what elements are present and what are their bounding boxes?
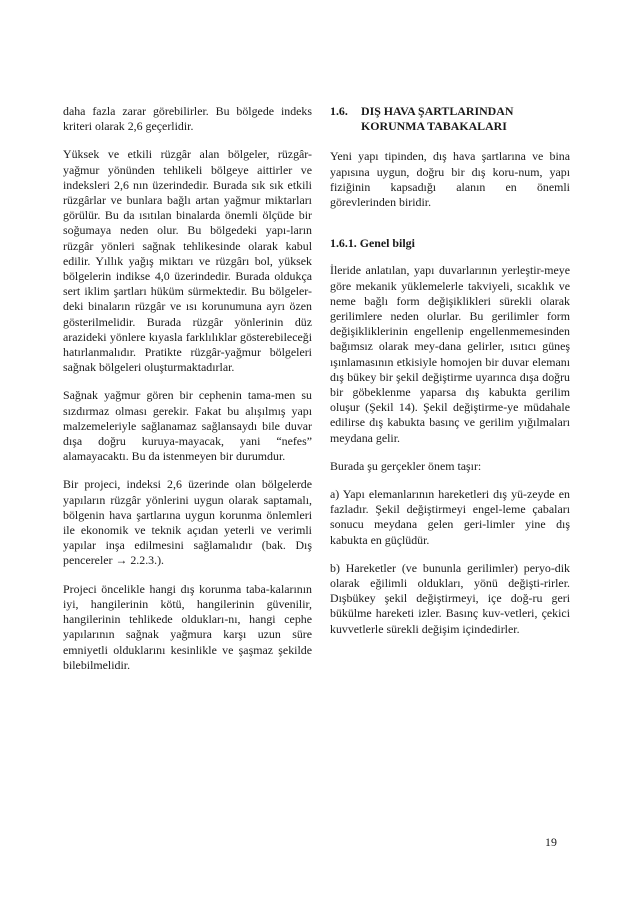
right-paragraph-3: a) Yapı elemanlarının hareketleri dış yü-zeyde en fazladır. Şekil değiştirmeyi engel-leme çabaları sonucu meydana gelen geri-limler yine dış kabukta en güçlüdür. [330, 487, 570, 547]
page-number: 19 [545, 835, 557, 849]
subsection-heading: 1.6.1. Genel bilgi [330, 236, 415, 251]
left-paragraph-4: Bir projeci, indeksi 2,6 üzerinde olan bölgelerde yapıların rüzgâr yönlerini uygun olarak saptamalı, bölgenin hava şartlarına uygun korunma önlemleri ile ekonomik ve teknik açıdan yeterli ve verimli yapılar inşa edilmesini sağlamalıdır (bak. Dış pencereler → 2.2.3.). [63, 477, 312, 568]
left-paragraph-5: Projeci öncelikle hangi dış korunma taba-kalarının iyi, hangilerinin kötü, hangilerinin güvenilir, hangilerinin tehlikede oldukları-nı, hangi cephe yapılarının sağnak yağmura karşı uzun süre emniyetli olduklarını kesinlikle ve şaşmaz şekilde bilebilmelidir. [63, 581, 312, 672]
section-intro: Yeni yapı tipinden, dış hava şartlarına ve bina yapısına uygun, doğru bir dış koru-num, yapı fiziğinin kapsadığı alanın en önemli görevlerinden biridir. [330, 149, 570, 210]
right-paragraph-1: İleride anlatılan, yapı duvarlarının yerleştir-meye göre mekanik yüklemelerle takviyeli, sıcaklık ve neme bağlı form değişiklikleri sürekli olarak gerilimlere neden olurlar. Bu gerilimler form değişikliklerinin engellenip engellenmemesinden bağımsız olarak mey-dana gelirler, ısıtıcı güneş ışınlamasının etkisiyle homojen bir duvar elemanı dış bükey bir şekil değiştirme uyarınca dışa doğru bir göbeklenme yaparsa dış kabukta gerilim oluşur (Şekil 14). Şekil değiştirme-ye müdahale edilirse dış kabukta basınç ve gerilim yığılmaları meydana gelir. [330, 263, 570, 445]
right-column [330, 104, 570, 650]
left-paragraph-3: Sağnak yağmur gören bir cephenin tama-men su sızdırmaz olması gerekir. Fakat bu alışılmış yapı malzemeleriyle sağlanamaz sağlansaydı bile duvar dışa doğru kuruya-mayacak, yani “nefes” alamayacaktı. Bu da istenmeyen bir durumdur. [63, 388, 312, 464]
section-number: 1.6. [330, 104, 348, 118]
right-paragraph-4: b) Hareketler (ve bununla gerilimler) peryo-dik olarak eğilimli oldukları, yönü değişti-rirler. Dışbükey şekil değiştirmeyi, içe doğ-ru geri bükülme hareketi izler. Basınç kuv-vetleri, çekici kuvvetlerle sürekli değişim içindedirler. [330, 560, 570, 636]
section-heading [330, 104, 570, 134]
section-title: DIŞ HAVA ŞARTLARINDAN KORUNMA TABAKALARI [361, 104, 514, 134]
left-column [63, 104, 312, 686]
right-paragraph-2: Burada şu gerçekler önem taşır: [330, 458, 482, 473]
left-paragraph-1: daha fazla zarar görebilirler. Bu bölgede indeks kriteri olarak 2,6 geçerlidir. [63, 104, 312, 134]
left-paragraph-2: Yüksek ve etkili rüzgâr alan bölgeler, rüzgâr-yağmur yönünden tehlikeli bölgeye aittirler ve indeksleri 2,6 nın üzerindedir. Burada sık sık etkili rüzgârlar ve bunlara bağlı artan yağmur miktarları görülür. Bu da ısıtılan binalarda önemli ölçüde bir soğumaya neden olur. Bu bölgedeki yapı-ların rüzgâr yönleri sağnak tehlikesinde olarak kabul edilir. Yıllık yağış miktarı ve rüzgârı bol, yüksek bölgelerin indikse 4,0 üzerindedir. Burada oldukça sert iklim şartları hüküm sürmektedir. Bu bölgeler-deki binaların rüzgâr ve ısı korunumuna ayrı özen gösterilmelidir. Burada rüzgâr yönlerinin düz arazideki yönlere kıyasla farklılıklar gösterebileceği hatırlanmalıdır. Pratikte rüzgâr-yağmur bölgeleri sağnak bölgeleri oluşturmaktadırlar. [63, 147, 312, 375]
